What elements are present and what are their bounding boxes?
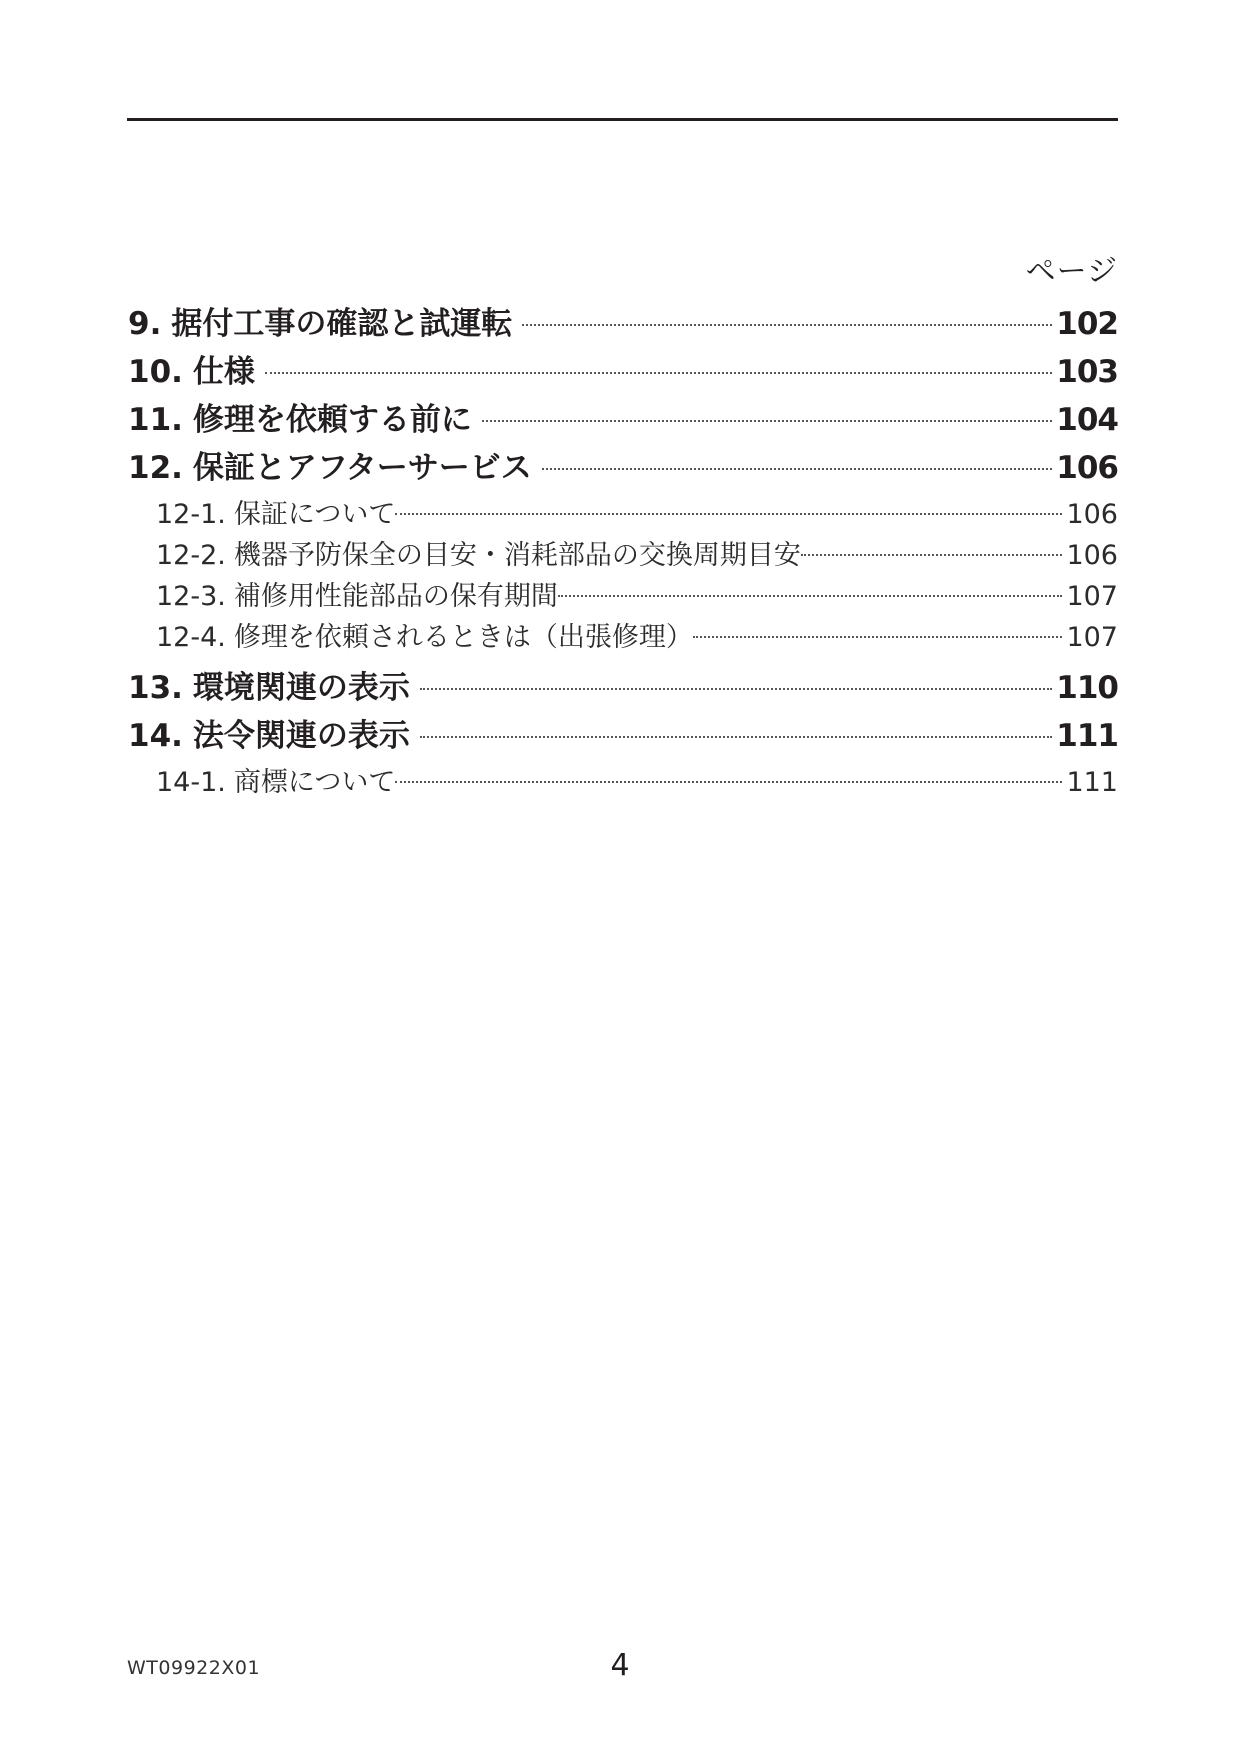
toc-chapter-entry[interactable] (128, 442, 1118, 490)
toc-entry-title: 仕様 (192, 354, 255, 390)
dot-leader (801, 554, 1063, 556)
toc-entry-page: 111 (1066, 767, 1118, 798)
toc-entry-page: 106 (1056, 450, 1118, 486)
toc-entry-number: 12-2. (156, 540, 226, 571)
toc-entry-title: 補修用性能部品の保有期間 (233, 581, 558, 612)
toc-entry-number: 14. (128, 718, 183, 754)
toc-chapter-entry[interactable] (128, 346, 1118, 394)
toc-entry-title: 商標について (233, 767, 396, 798)
toc-entry-page: 111 (1056, 718, 1118, 754)
document-code: WT09922X01 (127, 1657, 261, 1679)
toc-entry-title: 修理を依頼する前に (192, 402, 472, 438)
dot-leader (395, 781, 1062, 783)
toc-entry-number: 14-1. (156, 767, 226, 798)
toc-entry-title: 法令関連の表示 (192, 718, 410, 754)
toc-entry-number: 12-3. (156, 581, 226, 612)
toc-entry-number: 9. (128, 306, 162, 342)
toc-entry-number: 12. (128, 450, 183, 486)
page-column-label: ページ (1025, 254, 1118, 289)
toc-section-entry[interactable] (128, 574, 1118, 615)
toc-entry-page: 110 (1056, 670, 1118, 706)
toc-entry-number: 12-4. (156, 622, 226, 653)
toc-section-entry[interactable] (128, 615, 1118, 656)
toc-entry-title: 据付工事の確認と試運転 (171, 306, 513, 342)
toc-entry-number: 10. (128, 354, 183, 390)
toc-entry-number: 13. (128, 670, 183, 706)
toc-entry-number: 12-1. (156, 499, 226, 530)
toc-section-entry[interactable] (128, 533, 1118, 574)
toc-entry-page: 107 (1066, 581, 1118, 612)
toc-entry-page: 106 (1066, 499, 1118, 530)
dot-leader (482, 420, 1052, 422)
toc-entry-title: 機器予防保全の目安・消耗部品の交換周期目安 (233, 540, 801, 571)
dot-leader (558, 595, 1063, 597)
table-of-contents (128, 298, 1118, 801)
top-rule (127, 118, 1118, 121)
toc-chapter-entry[interactable] (128, 298, 1118, 346)
toc-entry-title: 保証について (233, 499, 396, 530)
dot-leader (265, 372, 1052, 374)
toc-entry-page: 102 (1056, 306, 1118, 342)
toc-entry-page: 103 (1056, 354, 1118, 390)
toc-entry-number: 11. (128, 402, 183, 438)
dot-leader (522, 324, 1052, 326)
dot-leader (420, 688, 1052, 690)
toc-entry-page: 107 (1066, 622, 1118, 653)
page-number: 4 (610, 1648, 630, 1683)
dot-leader (542, 468, 1053, 470)
toc-entry-title: 修理を依頼されるときは（出張修理） (233, 622, 693, 653)
dot-leader (395, 513, 1062, 515)
toc-section-entry[interactable] (128, 760, 1118, 801)
toc-chapter-entry[interactable] (128, 710, 1118, 758)
toc-entry-title: 環境関連の表示 (192, 670, 410, 706)
toc-entry-page: 106 (1066, 540, 1118, 571)
dot-leader (420, 736, 1052, 738)
toc-section-entry[interactable] (128, 492, 1118, 533)
toc-chapter-entry[interactable] (128, 662, 1118, 710)
toc-chapter-entry[interactable] (128, 394, 1118, 442)
dot-leader (693, 636, 1063, 638)
toc-entry-page: 104 (1056, 402, 1118, 438)
toc-entry-title: 保証とアフターサービス (192, 450, 532, 486)
